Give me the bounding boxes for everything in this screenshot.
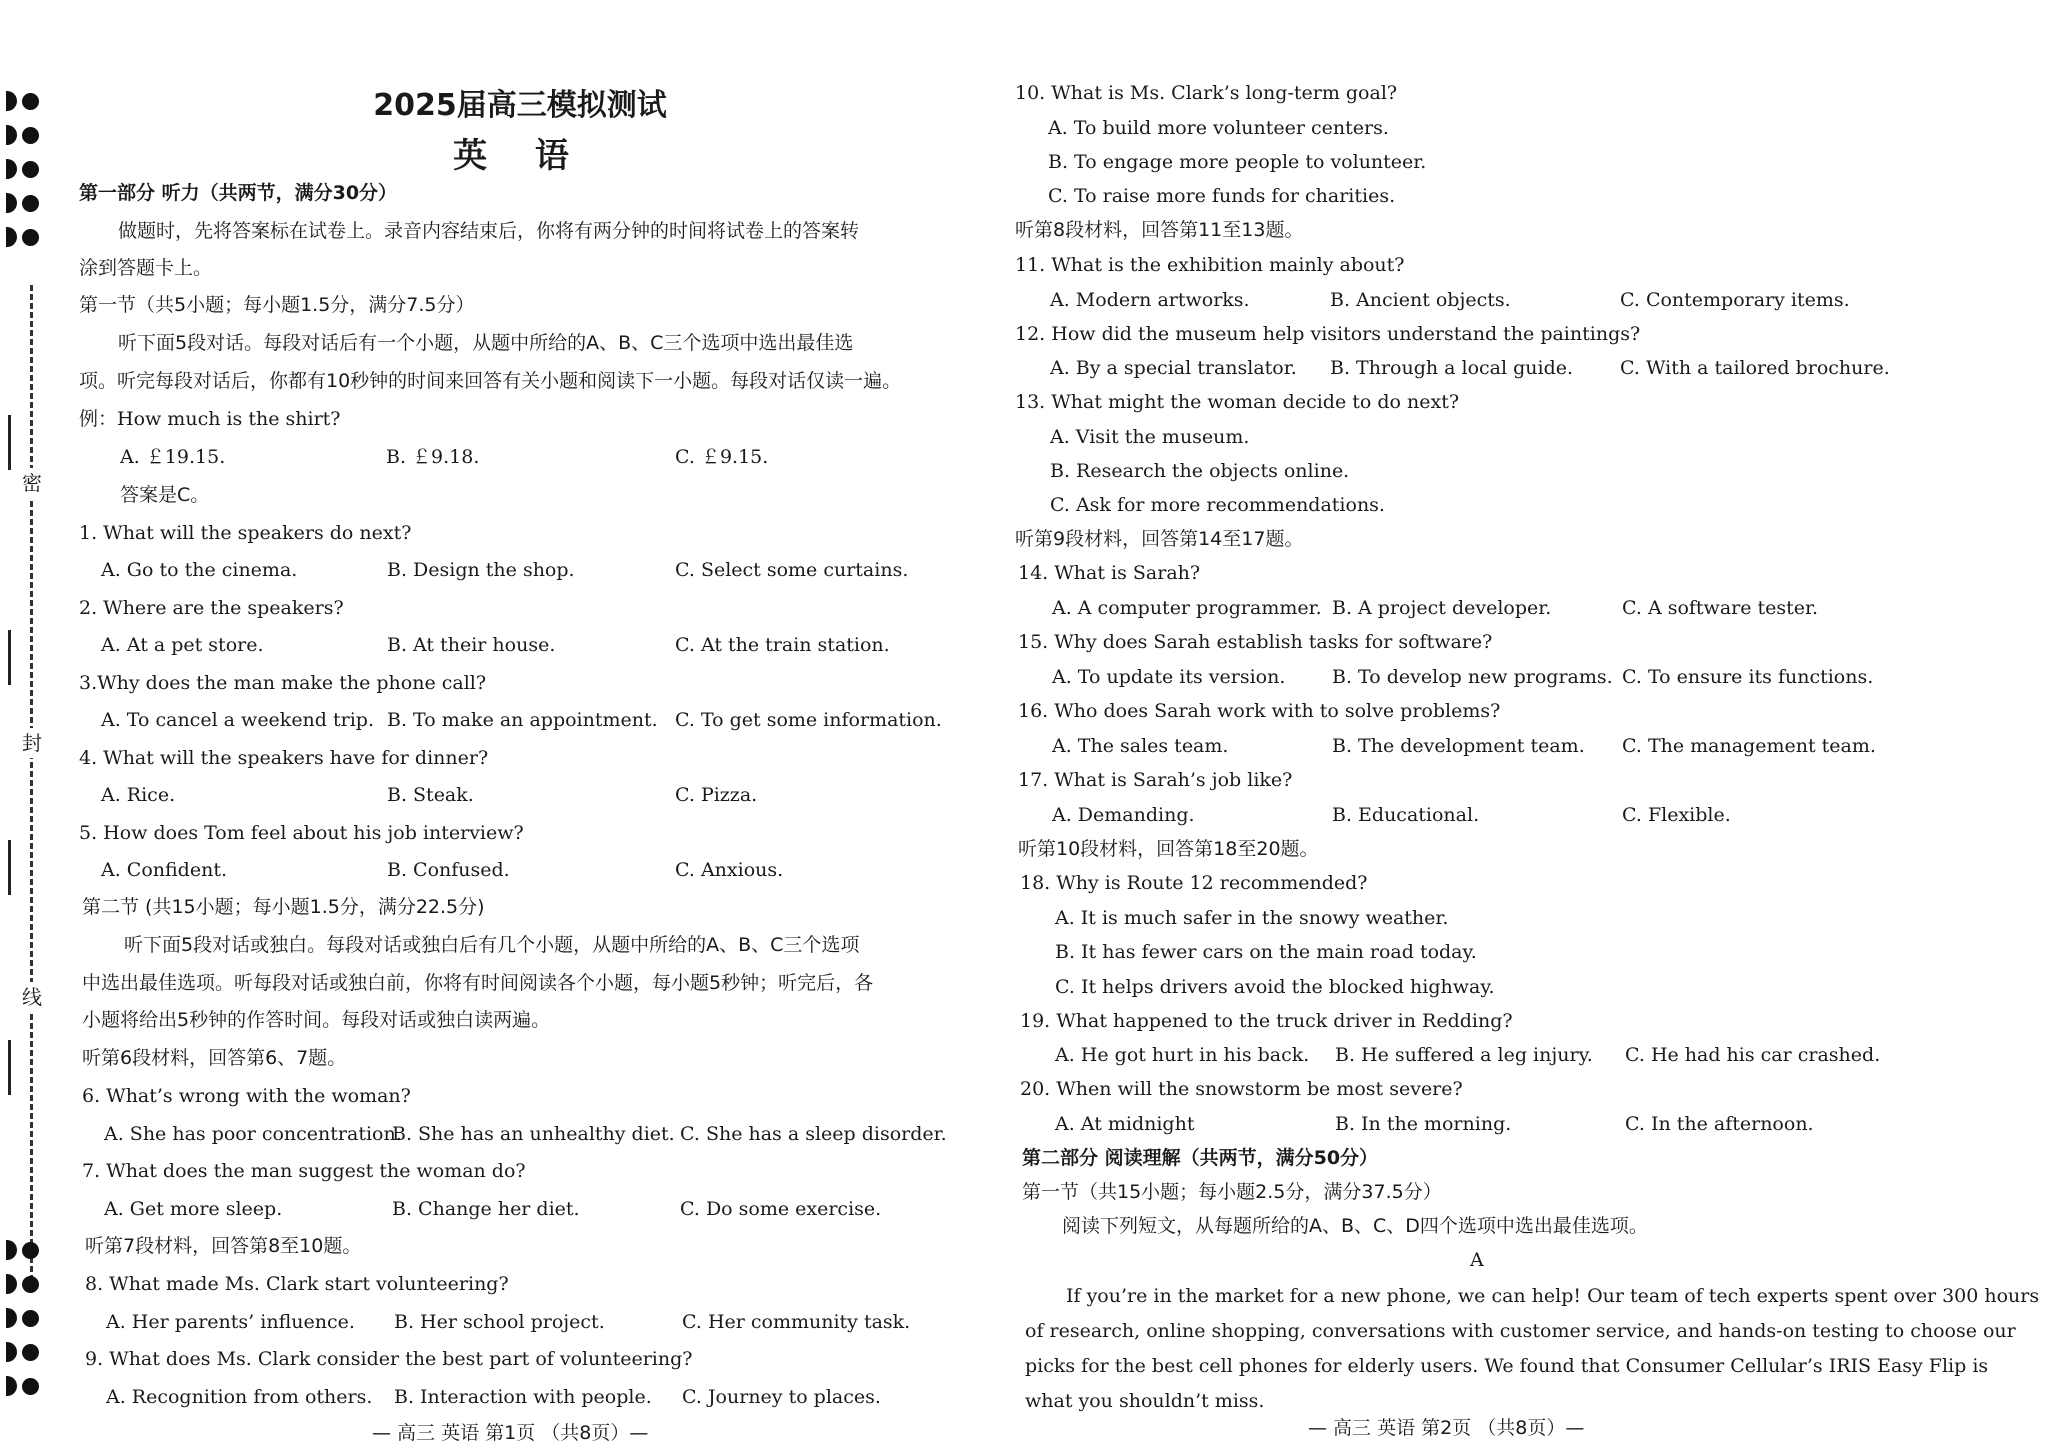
section1-instruction: 项。听完每段对话后，你都有10秒钟的时间来回答有关小题和阅读下一小题。每段对话仅读一遍。 [79, 370, 902, 392]
option: B. She has an unhealthy diet. [392, 1123, 675, 1145]
option: A. Go to the cinema. [101, 559, 298, 581]
example-answer: 答案是C。 [120, 484, 210, 506]
material-heading: 听第7段材料，回答第8至10题。 [85, 1235, 362, 1257]
section2-instruction: 小题将给出5秒钟的作答时间。每段对话或独白读两遍。 [82, 1009, 551, 1031]
question: 16. Who does Sarah work with to solve problems? [1018, 700, 1501, 722]
option: A. Rice. [101, 784, 176, 806]
option: C. Anxious. [675, 859, 784, 881]
question: 3.Why does the man make the phone call? [79, 672, 487, 694]
binding-dash-line [30, 285, 33, 1290]
option: B. Confused. [387, 859, 510, 881]
option: A. Modern artworks. [1050, 289, 1250, 311]
passage-line: picks for the best cell phones for elderly users. We found that Consumer Cellular’s IRIS Easy Flip is [1025, 1355, 1989, 1377]
fold-label: 封 [19, 728, 45, 758]
left-page [0, 0, 1010, 1456]
question: 15. Why does Sarah establish tasks for software? [1018, 631, 1493, 653]
option: A. To update its version. [1052, 666, 1286, 688]
option: B. To develop new programs. [1332, 666, 1613, 688]
question: 11. What is the exhibition mainly about? [1015, 254, 1405, 276]
option: A. Confident. [101, 859, 228, 881]
option: C. It helps drivers avoid the blocked highway. [1055, 976, 1495, 998]
option: C. To ensure its functions. [1622, 666, 1874, 688]
question: 8. What made Ms. Clark start volunteering? [85, 1273, 509, 1295]
option: C. A software tester. [1622, 597, 1819, 619]
material-heading: 听第6段材料，回答第6、7题。 [82, 1047, 347, 1069]
question: 20. When will the snowstorm be most severe? [1020, 1078, 1463, 1100]
page-footer: — 高三 英语 第1页 （共8页）— [372, 1422, 649, 1444]
option: C. ￡9.15. [675, 446, 769, 468]
question: 6. What’s wrong with the woman? [82, 1085, 411, 1107]
intro-line: 做题时，先将答案标在试卷上。录音内容结束后，你将有两分钟的时间将试卷上的答案转 [118, 220, 860, 242]
question: 12. How did the museum help visitors understand the paintings? [1015, 323, 1641, 345]
section2-heading: 第二节 (共15小题；每小题1.5分，满分22.5分) [82, 896, 485, 918]
seal-label: 密 [19, 468, 45, 498]
part1-heading: 第一部分 听力（共两节，满分30分） [79, 182, 398, 204]
option: B. ￡9.18. [386, 446, 480, 468]
option: C. To raise more funds for charities. [1048, 185, 1396, 207]
question: 7. What does the man suggest the woman do? [82, 1160, 526, 1182]
option: B. Through a local guide. [1330, 357, 1574, 379]
option: C. Pizza. [675, 784, 758, 806]
part2-section-heading: 第一节（共15小题；每小题2.5分，满分37.5分） [1022, 1181, 1442, 1203]
right-page [1010, 0, 2063, 1456]
option: A. At midnight [1055, 1113, 1195, 1135]
option: B. A project developer. [1332, 597, 1552, 619]
exam-title: 2025届高三模拟测试 [373, 88, 667, 123]
option: A. Demanding. [1052, 804, 1195, 826]
option: A. To build more volunteer centers. [1048, 117, 1389, 139]
material-heading: 听第9段材料，回答第14至17题。 [1015, 528, 1304, 550]
option: A. Recognition from others. [106, 1386, 373, 1408]
option: A. It is much safer in the snowy weather. [1055, 907, 1449, 929]
option: B. Ancient objects. [1330, 289, 1511, 311]
option: B. Interaction with people. [394, 1386, 652, 1408]
line-label: 线 [19, 982, 45, 1012]
option: A. By a special translator. [1050, 357, 1297, 379]
section2-instruction: 中选出最佳选项。听每段对话或独白前，你将有时间阅读各个小题，每小题5秒钟；听完后，各 [82, 972, 874, 994]
question: 18. Why is Route 12 recommended? [1020, 872, 1368, 894]
question: 10. What is Ms. Clark’s long-term goal? [1015, 82, 1398, 104]
option: A. He got hurt in his back. [1055, 1044, 1310, 1066]
question: 13. What might the woman decide to do next? [1015, 391, 1460, 413]
option: C. To get some information. [675, 709, 942, 731]
binding-bar [8, 1040, 11, 1095]
option: A. Get more sleep. [104, 1198, 283, 1220]
question: 2. Where are the speakers? [79, 597, 344, 619]
option: B. Her school project. [394, 1311, 605, 1333]
section1-heading: 第一节（共5小题；每小题1.5分，满分7.5分） [79, 294, 475, 316]
binding-holes-top [6, 84, 39, 254]
option: C. Do some exercise. [680, 1198, 882, 1220]
question: 5. How does Tom feel about his job interview? [79, 822, 524, 844]
option: C. Her community task. [682, 1311, 911, 1333]
exam-subject: 英 语 [453, 136, 587, 176]
option: C. Contemporary items. [1620, 289, 1850, 311]
option: C. Journey to places. [682, 1386, 881, 1408]
option: C. In the afternoon. [1625, 1113, 1814, 1135]
option: B. At their house. [387, 634, 556, 656]
option: B. It has fewer cars on the main road today. [1055, 941, 1477, 963]
binding-bar [8, 630, 11, 685]
option: A. To cancel a weekend trip. [101, 709, 374, 731]
part2-heading: 第二部分 阅读理解（共两节，满分50分） [1022, 1147, 1379, 1169]
question: 9. What does Ms. Clark consider the best part of volunteering? [85, 1348, 693, 1370]
option: B. Change her diet. [392, 1198, 580, 1220]
option: A. Her parents’ influence. [106, 1311, 355, 1333]
option: B. In the morning. [1335, 1113, 1512, 1135]
section2-instruction: 听下面5段对话或独白。每段对话或独白后有几个小题，从题中所给的A、B、C三个选项 [124, 934, 860, 956]
section1-instruction: 听下面5段对话。每段对话后有一个小题，从题中所给的A、B、C三个选项中选出最佳选 [118, 332, 854, 354]
material-heading: 听第10段材料，回答第18至20题。 [1018, 838, 1319, 860]
option: B. Design the shop. [387, 559, 575, 581]
passage-label: A [1470, 1249, 1484, 1271]
question: 19. What happened to the truck driver in Redding? [1020, 1010, 1513, 1032]
option: A. At a pet store. [101, 634, 264, 656]
option: B. Research the objects online. [1050, 460, 1350, 482]
option: A. Visit the museum. [1050, 426, 1250, 448]
passage-line: of research, online shopping, conversations with customer service, and hands-on testing to choose our [1025, 1320, 2016, 1342]
option: C. She has a sleep disorder. [680, 1123, 947, 1145]
option: B. He suffered a leg injury. [1335, 1044, 1593, 1066]
binding-holes-bottom [6, 1233, 39, 1403]
option: A. A computer programmer. [1052, 597, 1322, 619]
option: C. At the train station. [675, 634, 890, 656]
option: A. The sales team. [1052, 735, 1229, 757]
intro-line: 涂到答题卡上。 [79, 257, 213, 279]
passage-line: what you shouldn’t miss. [1025, 1390, 1265, 1412]
option: B. Steak. [387, 784, 474, 806]
option: A. ￡19.15. [120, 446, 226, 468]
example-question: 例：How much is the shirt? [79, 408, 341, 430]
option: B. To make an appointment. [387, 709, 658, 731]
option: C. Ask for more recommendations. [1050, 494, 1385, 516]
part2-instruction: 阅读下列短文，从每题所给的A、B、C、D四个选项中选出最佳选项。 [1062, 1215, 1648, 1237]
option: C. He had his car crashed. [1625, 1044, 1881, 1066]
option: C. The management team. [1622, 735, 1876, 757]
option: B. Educational. [1332, 804, 1480, 826]
page-footer: — 高三 英语 第2页 （共8页）— [1308, 1417, 1585, 1439]
binding-bar [8, 415, 11, 470]
question: 17. What is Sarah’s job like? [1018, 769, 1293, 791]
question: 4. What will the speakers have for dinner? [79, 747, 489, 769]
material-heading: 听第8段材料，回答第11至13题。 [1015, 219, 1304, 241]
option: C. Flexible. [1622, 804, 1731, 826]
question: 1. What will the speakers do next? [79, 522, 412, 544]
passage-line: If you’re in the market for a new phone, we can help! Our team of tech experts spent over 300 hours [1066, 1285, 2040, 1307]
option: B. To engage more people to volunteer. [1048, 151, 1427, 173]
binding-margin [0, 80, 60, 1420]
option: C. Select some curtains. [675, 559, 909, 581]
option: C. With a tailored brochure. [1620, 357, 1890, 379]
binding-bar [8, 840, 11, 895]
option: B. The development team. [1332, 735, 1585, 757]
option: A. She has poor concentration. [104, 1123, 402, 1145]
question: 14. What is Sarah? [1018, 562, 1201, 584]
